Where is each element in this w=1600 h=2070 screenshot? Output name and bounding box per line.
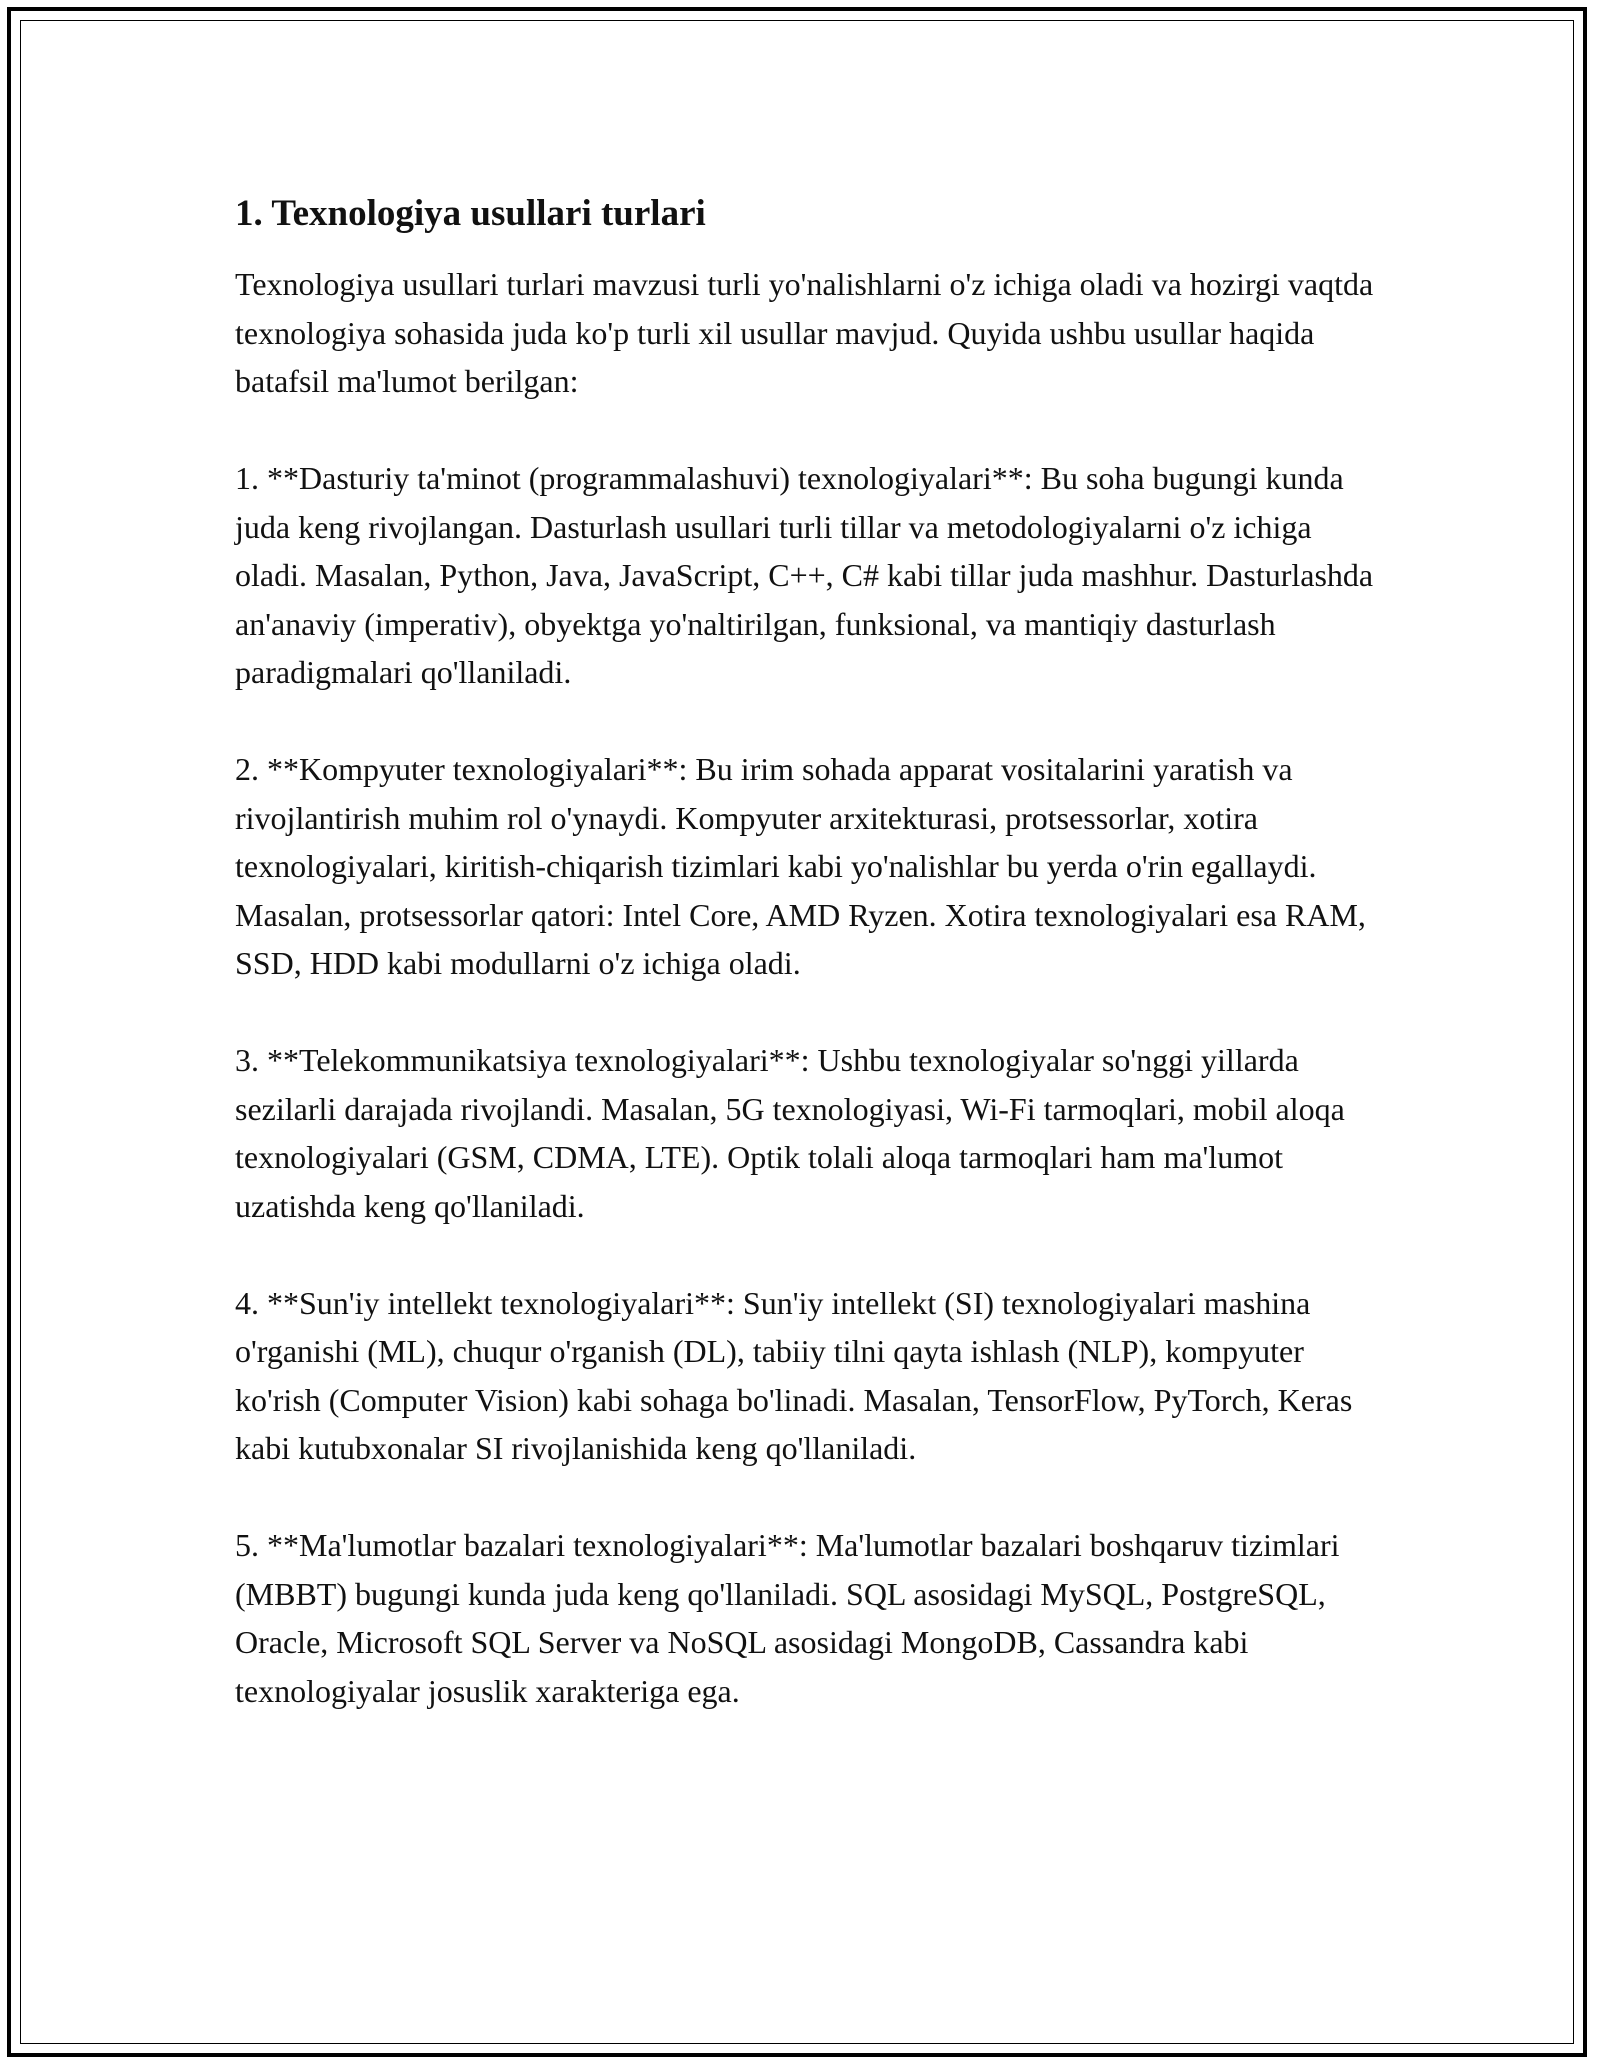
section-computer: 2. **Kompyuter texnologiyalari**: Bu irim sohada apparat vositalarini yaratish va rivojlantirish muhim rol o'ynaydi. Kompyuter arxitekturasi, protsessorlar, xotira texnologiyalari, kiritish-chiqarish tizimlari kabi yo'nalishlar bu yerda o'rin egallaydi. Masalan, protsessorlar qatori: Intel Core, AMD Ryzen. Xotira texnologiyalari esa RAM, SSD, HDD kabi modullarni o'z ichiga oladi. (235, 751, 1366, 981)
document-title: 1. Texnologiya usullari turlari (235, 193, 706, 234)
section-software: 1. **Dasturiy ta'minot (programmalashuvi) texnologiyalari**: Bu soha bugungi kunda juda keng rivojlangan. Dasturlash usullari turli tillar va metodologiyalarni o'z ichiga oladi. Masalan, Python, Java, JavaScript, C++, C# kabi tillar juda mashhur. Dasturlashda an'anaviy (imperativ), obyektga yo'naltirilgan, funksional, va mantiqiy dasturlash paradigmalari qo'llaniladi. (235, 460, 1374, 690)
document-body (235, 186, 1375, 1764)
section-telecom: 3. **Telekommunikatsiya texnologiyalari**: Ushbu texnologiyalar so'nggi yillarda sezilarli darajada rivojlandi. Masalan, 5G texnologiyasi, Wi-Fi tarmoqlari, mobil aloqa texnologiyalari (GSM, CDMA, LTE). Optik tolali aloqa tarmoqlari ham ma'lumot uzatishda keng qo'llaniladi. (235, 1042, 1345, 1224)
intro-paragraph: Texnologiya usullari turlari mavzusi turli yo'nalishlarni o'z ichiga oladi va hozirgi vaqtda texnologiya sohasida juda ko'p turli xil usullar mavjud. Quyida ushbu usullar haqida batafsil ma'lumot berilgan: (235, 266, 1374, 399)
section-databases: 5. **Ma'lumotlar bazalari texnologiyalari**: Ma'lumotlar bazalari boshqaruv tizimlari (MBBT) bugungi kunda juda keng qo'llaniladi. SQL asosidagi MySQL, PostgreSQL, Oracle, Microsoft SQL Server va NoSQL asosidagi MongoDB, Cassandra kabi texnologiyalar josuslik xarakteriga ega. (235, 1527, 1340, 1709)
section-ai: 4. **Sun'iy intellekt texnologiyalari**: Sun'iy intellekt (SI) texnologiyalari mashina o'rganishi (ML), chuqur o'rganish (DL), tabiiy tilni qayta ishlash (NLP), kompyuter ko'rish (Computer Vision) kabi sohaga bo'linadi. Masalan, TensorFlow, PyTorch, Keras kabi kutubxonalar SI rivojlanishida keng qo'llaniladi. (235, 1284, 1353, 1466)
